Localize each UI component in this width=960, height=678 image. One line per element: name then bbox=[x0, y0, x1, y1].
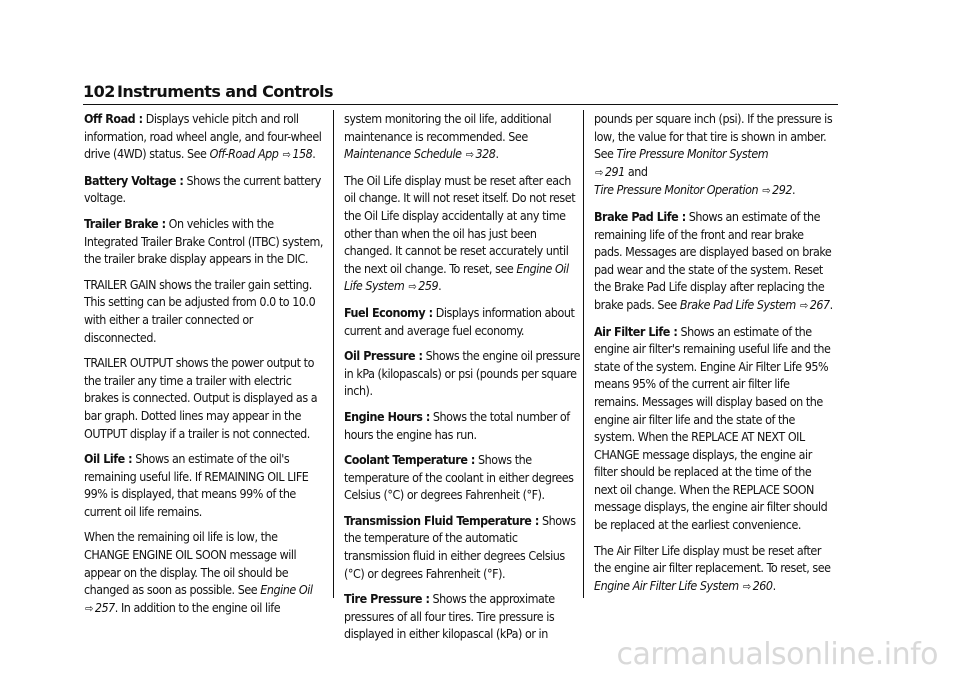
section-title: Instruments and Controls bbox=[117, 82, 333, 101]
transmission-paragraph bbox=[344, 512, 584, 582]
engine-oil-link[interactable]: Engine Oil bbox=[260, 582, 313, 598]
oil-life-cont-paragraph: system monitoring the oil life, additional maintenance is recommended. See Maintenance Schedule ⇨ 328. bbox=[344, 110, 584, 164]
page-arrow-icon: ⇨ bbox=[408, 280, 417, 294]
battery-paragraph bbox=[84, 172, 324, 207]
engine-oil-life-page-link[interactable]: 259 bbox=[418, 278, 439, 294]
tire-cont-paragraph: pounds per square inch (psi). If the pressure is low, the value for that tire is shown in amber. See Tire Pressure Monitor System ⇨ 291 and Tire Pressure Monitor Operation ⇨ 292. bbox=[594, 110, 834, 200]
fuel-economy-paragraph bbox=[344, 304, 584, 339]
brake-pad-term: Brake Pad Life : bbox=[594, 208, 686, 224]
tpm-operation-link[interactable]: Tire Pressure Monitor Operation bbox=[594, 182, 759, 198]
oil-life-term: Oil Life : bbox=[84, 451, 133, 467]
tire-pressure-text: Shows the approximate pressures of all four tires. Tire pressure is displayed in either kilopascal (kPa) or in bbox=[344, 591, 555, 642]
coolant-text: Shows the temperature of the coolant in either degrees Celsius (°C) or degrees Fahrenheit (°F). bbox=[344, 452, 574, 503]
oil-pressure-term: Oil Pressure : bbox=[344, 348, 423, 364]
page-arrow-icon: ⇨ bbox=[762, 184, 771, 198]
tire-pressure-term: Tire Pressure : bbox=[344, 591, 430, 607]
oil-low-text: When the remaining oil life is low, the CHANGE ENGINE OIL SOON message will appear on the display. The oil should be changed as soon as possible. See bbox=[84, 529, 297, 598]
page-arrow-icon: ⇨ bbox=[465, 148, 474, 162]
air-filter-term: Air Filter Life : bbox=[594, 323, 678, 339]
page-arrow-icon: ⇨ bbox=[742, 579, 751, 593]
oil-low-text-2: . In addition to the engine oil life bbox=[114, 599, 281, 615]
trailer-brake-term: Trailer Brake : bbox=[84, 215, 166, 231]
battery-text: Shows the current battery voltage. bbox=[84, 172, 321, 206]
battery-term: Battery Voltage : bbox=[84, 172, 184, 188]
trailer-brake-text: On vehicles with the Integrated Trailer Brake Control (ITBC) system, the trailer brake display appears in the DIC. bbox=[84, 215, 323, 267]
page-header bbox=[83, 82, 838, 106]
oil-pressure-paragraph bbox=[344, 347, 584, 400]
coolant-paragraph bbox=[344, 451, 584, 504]
fuel-economy-term: Fuel Economy : bbox=[344, 304, 433, 320]
brake-pad-link[interactable]: Brake Pad Life System bbox=[679, 296, 796, 312]
off-road-link[interactable]: Off-Road App bbox=[209, 146, 279, 162]
air-filter-paragraph bbox=[594, 323, 834, 534]
off-road-term: Off Road : bbox=[84, 111, 143, 126]
engine-hours-paragraph bbox=[344, 408, 584, 443]
tire-pressure-paragraph bbox=[344, 590, 584, 643]
off-road-paragraph: Off Road : Displays vehicle pitch and roll information, road wheel angle, and four-wheel drive (4WD) status. See Off-Road App ⇨ 158. bbox=[84, 110, 324, 164]
fuel-economy-text: Displays information about current and average fuel economy. bbox=[344, 304, 575, 338]
coolant-term: Coolant Temperature : bbox=[344, 452, 475, 468]
oil-life-paragraph bbox=[84, 450, 324, 520]
off-road-page-link[interactable]: 158 bbox=[292, 146, 313, 162]
column-2 bbox=[344, 110, 584, 651]
engine-hours-term: Engine Hours : bbox=[344, 408, 430, 424]
page-number: 102 bbox=[83, 82, 115, 101]
transmission-term: Transmission Fluid Temperature : bbox=[344, 512, 539, 528]
brake-pad-paragraph: Brake Pad Life : Shows an estimate of the remaining life of the front and rear brake pads. Messages are displayed based on brake pad wear and the state of the system. Reset the Brake Pad Life display after replacing the brake pads. See Brake Pad Life System ⇨ 267. bbox=[594, 208, 834, 315]
tpms-link[interactable]: Tire Pressure Monitor System bbox=[616, 146, 769, 162]
engine-hours-text: Shows the total number of hours the engine has run. bbox=[344, 408, 570, 442]
engine-oil-life-link[interactable]: Engine Oil Life System bbox=[344, 260, 569, 294]
oil-pressure-text: Shows the engine oil pressure in kPa (kilopascals) or psi (pounds per square inch). bbox=[344, 348, 581, 399]
air-filter-reset-text: The Air Filter Life display must be reset after the engine air filter replacement. To reset, see bbox=[594, 542, 831, 576]
page-arrow-icon: ⇨ bbox=[282, 148, 291, 162]
tpm-operation-page-link[interactable]: 292 bbox=[772, 182, 793, 198]
tire-cont-text: pounds per square inch (psi). If the pressure is low, the value for that tire is shown in amber. See bbox=[594, 111, 833, 162]
page-arrow-icon: ⇨ bbox=[85, 601, 93, 615]
trailer-brake-paragraph bbox=[84, 215, 324, 268]
brake-pad-text: Shows an estimate of the remaining life of the front and rear brake pads. Messages are displayed based on brake pad wear and the state of the system. Reset the Brake Pad Life display after replacing the brake pads. See bbox=[594, 208, 832, 312]
page-arrow-icon: ⇨ bbox=[595, 165, 603, 179]
column-1 bbox=[84, 110, 324, 625]
maintenance-schedule-page-link[interactable]: 328 bbox=[475, 146, 496, 162]
air-filter-link[interactable]: Engine Air Filter Life System bbox=[594, 577, 739, 593]
air-filter-text: Shows an estimate of the engine air filter's remaining useful life and the state of the system. Engine Air Filter Life 95% means 95% of the current air filter life remains. Messages will display based on the engine air filter life and the state of the system. When the REPLACE AT NEXT OIL CHANGE message displays, the engine air filter should be replaced at the time of the next oil change. When the REPLACE SOON message displays, the engine air filter should be replaced at the earliest convenience. bbox=[594, 323, 831, 533]
trailer-gain-paragraph: TRAILER GAIN shows the trailer gain setting. This setting can be adjusted from 0.0 to 10.0 with either a trailer connected or disconnected. bbox=[84, 276, 316, 345]
page-arrow-icon: ⇨ bbox=[799, 298, 808, 312]
watermark: carmanualsonline.info bbox=[616, 637, 938, 672]
tire-and-text: and bbox=[624, 163, 648, 179]
column-3 bbox=[594, 110, 834, 603]
header-rule bbox=[83, 104, 838, 105]
engine-oil-page-link[interactable]: 257 bbox=[94, 599, 115, 615]
tpms-page-link[interactable]: 291 bbox=[604, 163, 625, 179]
column-divider bbox=[333, 110, 334, 598]
air-filter-reset-paragraph: The Air Filter Life display must be reset after the engine air filter replacement. To reset, see Engine Air Filter Life System ⇨ 260. bbox=[594, 542, 834, 596]
maintenance-schedule-link[interactable]: Maintenance Schedule bbox=[344, 146, 462, 162]
oil-life-cont-text: system monitoring the oil life, additional maintenance is recommended. See bbox=[344, 111, 552, 144]
oil-reset-paragraph: The Oil Life display must be reset after each oil change. It will not reset itself. Do not reset the Oil Life display accidentally at any time other than when the oil has just been changed. It cannot be reset accurately until the next oil change. To reset, see Engine Oil Life System ⇨ 259. bbox=[344, 172, 584, 296]
transmission-text: Shows the temperature of the automatic transmission fluid in either degrees Celsius (°C) or degrees Fahrenheit (°F). bbox=[344, 512, 576, 581]
brake-pad-page-link[interactable]: 267 bbox=[809, 296, 830, 312]
air-filter-page-link[interactable]: 260 bbox=[752, 577, 773, 593]
oil-low-paragraph bbox=[84, 528, 324, 617]
off-road-text: Displays vehicle pitch and roll information, road wheel angle, and four-wheel drive (4WD) status. See bbox=[84, 111, 322, 162]
oil-reset-text: The Oil Life display must be reset after each oil change. It will not reset itself. Do not reset the Oil Life display accidentally at any time other than when the oil has just been changed. It cannot be reset accurately until the next oil change. To reset, see bbox=[344, 172, 576, 276]
oil-life-text: Shows an estimate of the oil's remaining useful life. If REMAINING OIL LIFE 99% is displayed, that means 99% of the current oil life remains. bbox=[84, 451, 309, 519]
trailer-output-paragraph: TRAILER OUTPUT shows the power output to the trailer any time a trailer with electric brakes is connected. Output is displayed as a bar graph. Dotted lines may appear in the OUTPUT display if a trailer is not connected. bbox=[84, 355, 318, 441]
